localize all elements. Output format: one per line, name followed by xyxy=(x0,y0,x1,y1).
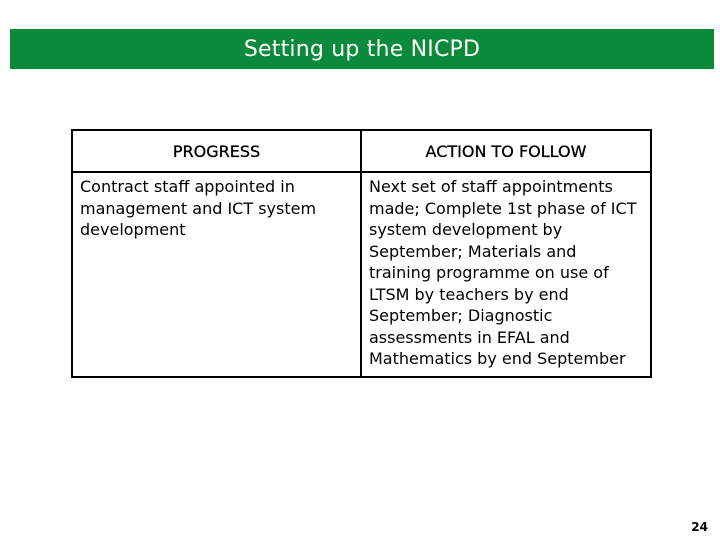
header-progress: PROGRESS xyxy=(72,130,361,172)
header-action-to-follow: ACTION TO FOLLOW xyxy=(361,130,651,172)
page-number: 24 xyxy=(691,520,708,534)
slide-title-text: Setting up the NICPD xyxy=(243,36,481,62)
table-header-row xyxy=(72,130,651,172)
cell-action: Next set of staff appointments made; Complete 1st phase of ICT system development by September; Materials and training programme on use of LTSM by teachers by end September; Diagnostic assessments in EFAL and Mathematics by end September xyxy=(361,172,651,377)
table-row xyxy=(72,172,651,377)
slide-title xyxy=(10,29,714,69)
cell-progress: Contract staff appointed in management and ICT system development xyxy=(72,172,361,377)
progress-action-table xyxy=(71,129,652,378)
